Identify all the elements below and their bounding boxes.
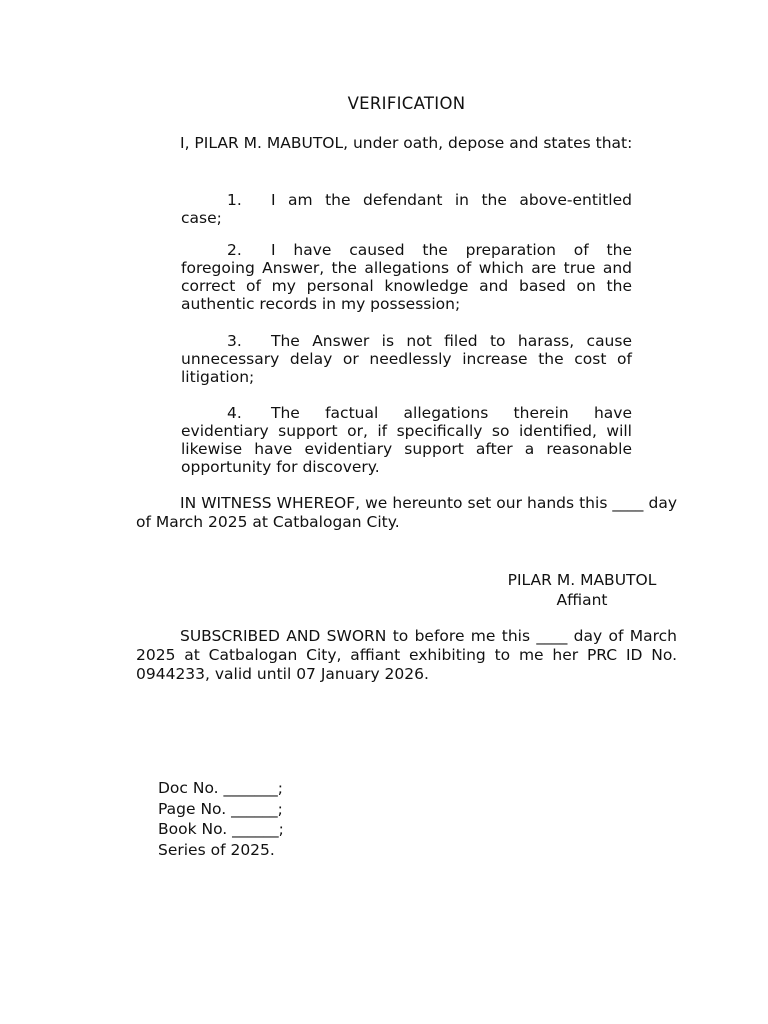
- notarial-register: [158, 778, 284, 860]
- allegation-item-4: [181, 404, 632, 476]
- allegation-item-3: [181, 332, 632, 386]
- document-title: VERIFICATION: [347, 94, 466, 113]
- item-text: I am the defendant in the above-entitled case;: [181, 191, 632, 227]
- allegation-item-1: [181, 191, 632, 227]
- book-no: Book No. ______;: [158, 820, 284, 838]
- item-number: 1.: [227, 191, 242, 209]
- series: Series of 2025.: [158, 840, 275, 859]
- doc-no: Doc No. _______;: [158, 779, 283, 797]
- item-number: 3.: [227, 332, 242, 350]
- affiant-name: PILAR M. MABUTOL: [507, 571, 657, 589]
- item-text: The factual allegations therein have evidentiary support or, if specifically so identified, will likewise have evidentiary support after a reasonable opportunity for discovery.: [181, 404, 632, 476]
- signature-block: [498, 570, 666, 610]
- jurat-paragraph: SUBSCRIBED AND SWORN to before me this ____ day of March 2025 at Catbalogan City, affiant exhibiting to me her PRC ID No. 0944233, valid until 07 January 2026.: [136, 627, 677, 683]
- witness-paragraph: IN WITNESS WHEREOF, we hereunto set our hands this ____ day of March 2025 at Catbalogan City.: [136, 494, 677, 531]
- item-text: I have caused the preparation of the foregoing Answer, the allegations of which are true and correct of my personal knowledge and based on the authentic records in my possession;: [181, 241, 632, 313]
- page-no: Page No. ______;: [158, 799, 283, 818]
- allegation-item-2: [181, 241, 632, 313]
- item-number: 4.: [227, 404, 242, 422]
- item-text: The Answer is not filed to harass, cause unnecessary delay or needlessly increase the cost of litigation;: [181, 332, 632, 386]
- item-number: 2.: [227, 241, 242, 259]
- affiant-role: Affiant: [556, 591, 608, 609]
- intro-paragraph: I, PILAR M. MABUTOL, under oath, depose and states that:: [180, 134, 633, 152]
